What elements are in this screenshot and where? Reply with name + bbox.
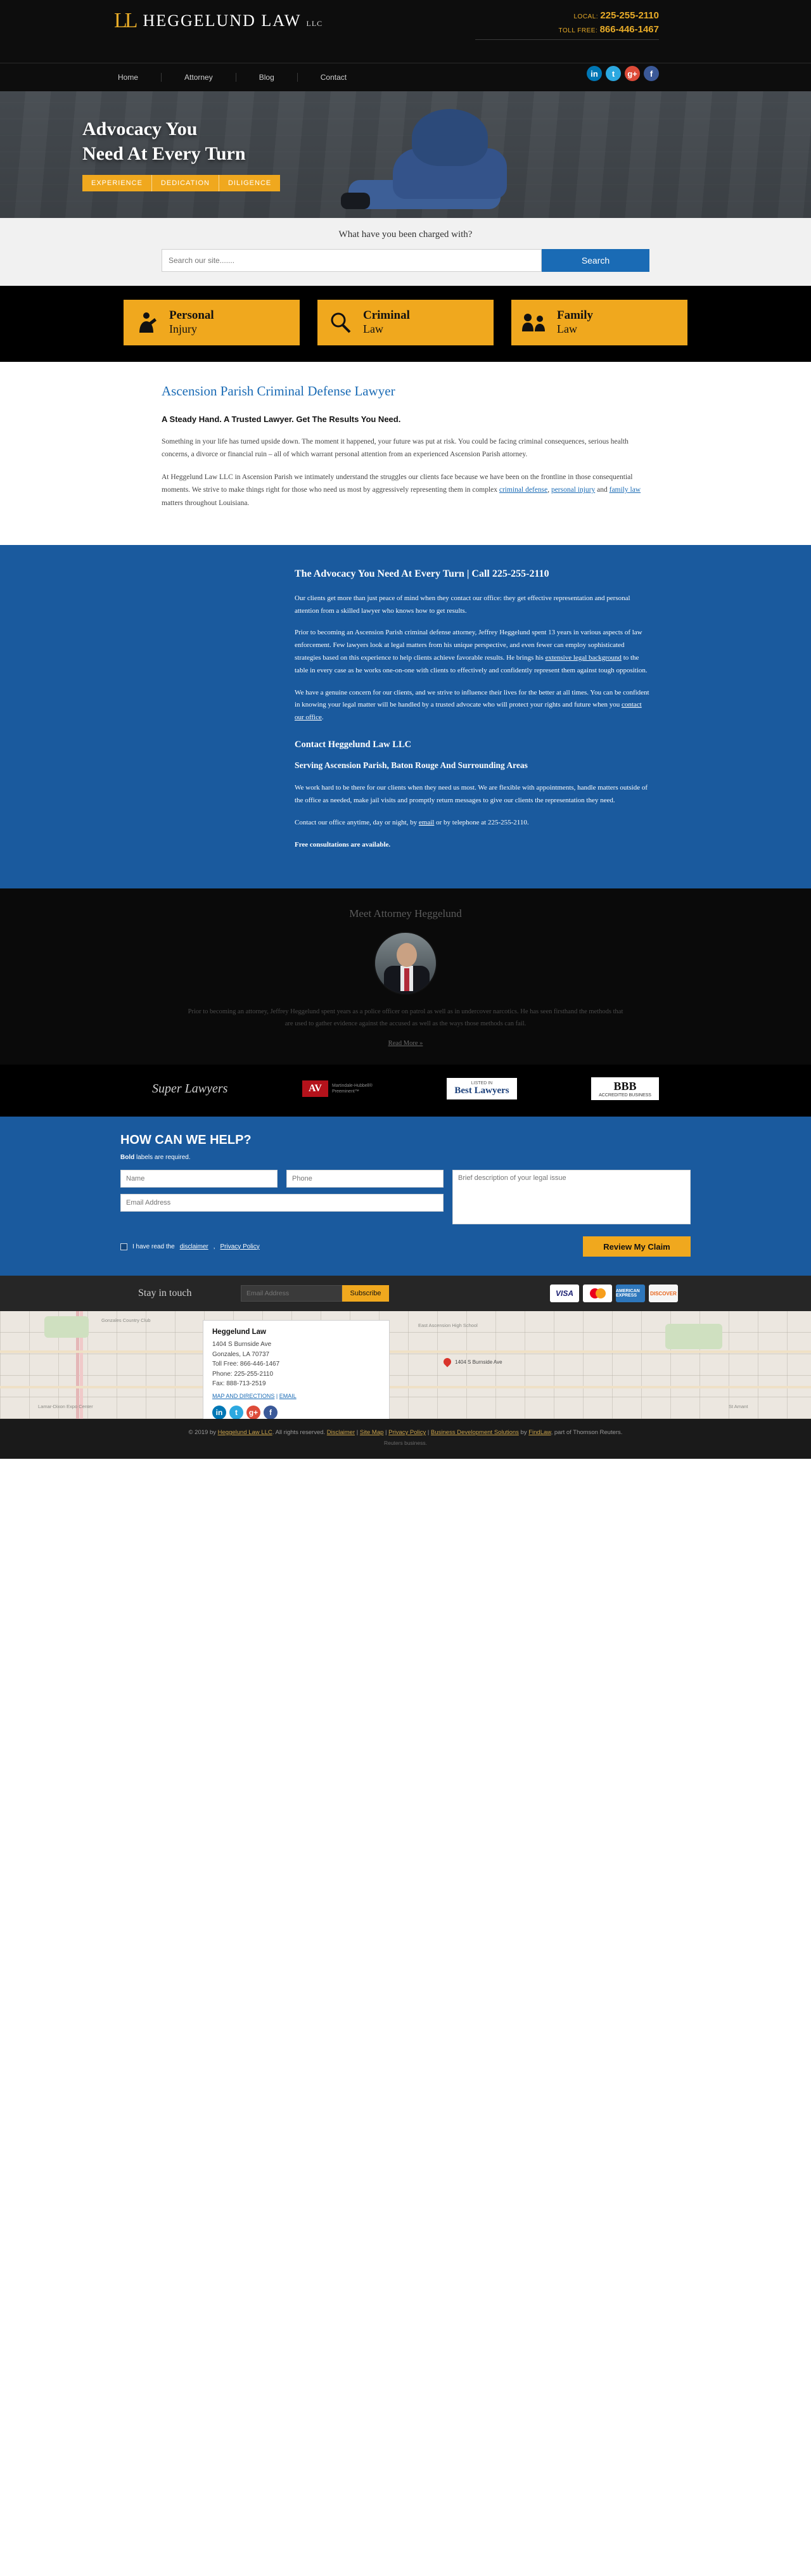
magnifier-icon bbox=[326, 309, 354, 336]
office-link-sep: | bbox=[274, 1392, 279, 1399]
map-road bbox=[0, 1350, 811, 1353]
footer-link-site-map[interactable]: Site Map bbox=[359, 1429, 384, 1437]
av-rating-mark: AV bbox=[302, 1080, 328, 1097]
amex-icon: AMERICAN EXPRESS bbox=[616, 1285, 645, 1302]
advocacy-p2-a: Prior to becoming an Ascension Parish criminal defense attorney, Jeffrey Heggelund spent 13 years in various aspects of law enforcement. Few lawyers look at legal matters from his unique perspective, and even fewer can employ sophisticated strategies based on this experience to help clients achieve favorable results. He brings his bbox=[295, 629, 642, 662]
bbb-icon: BBB bbox=[613, 1080, 637, 1093]
footer-sep-1: | bbox=[355, 1429, 360, 1437]
free-consultation-note: Free consultations are available. bbox=[295, 840, 391, 849]
consent-checkbox[interactable] bbox=[120, 1243, 127, 1250]
nav-item-blog[interactable]: Blog bbox=[236, 73, 298, 82]
hero-value-badges bbox=[82, 175, 280, 191]
intro-p2-sep2: and bbox=[595, 486, 610, 494]
map-note: East Ascension High School bbox=[418, 1323, 478, 1329]
local-label: LOCAL: bbox=[573, 13, 599, 20]
brand-name: HEGGELUND LAW bbox=[143, 11, 301, 30]
office-links bbox=[212, 1393, 380, 1399]
form-required-rest: labels are required. bbox=[134, 1154, 191, 1162]
nav-item-home[interactable]: Home bbox=[95, 73, 162, 82]
family-icon bbox=[520, 309, 548, 336]
payment-cards bbox=[550, 1285, 691, 1302]
link-personal-injury[interactable]: personal injury bbox=[551, 486, 596, 494]
bbb-caption: ACCREDITED BUSINESS bbox=[599, 1093, 651, 1098]
form-required-bold: Bold bbox=[120, 1154, 135, 1162]
hero-headline-line2: Need At Every Turn bbox=[82, 143, 246, 164]
advocacy-p2-b: to the table in every case as he works one-on-one with clients to effectively and confidently represent them against tough opposition. bbox=[295, 654, 648, 674]
visa-icon: VISA bbox=[550, 1285, 579, 1302]
subscribe-title: Stay in touch bbox=[138, 1288, 192, 1299]
hero-badge-experience: EXPERIENCE bbox=[82, 175, 152, 191]
footer-copy-b: . All rights reserved. bbox=[272, 1429, 327, 1437]
map-note: Lamar-Dixon Expo Center bbox=[38, 1404, 93, 1410]
search-prompt: What have you been charged with? bbox=[338, 229, 473, 240]
page-title: Ascension Parish Criminal Defense Lawyer bbox=[162, 383, 395, 399]
hero-badge-diligence: DILIGENCE bbox=[227, 179, 272, 187]
search-input[interactable] bbox=[162, 249, 542, 272]
subscribe-section bbox=[0, 1276, 811, 1311]
office-email-link[interactable]: EMAIL bbox=[279, 1392, 297, 1399]
map-pin-label: 1404 S Burnside Ave bbox=[455, 1359, 502, 1366]
footer-by: by bbox=[518, 1429, 529, 1437]
practice-tile-criminal-law[interactable] bbox=[317, 300, 494, 345]
tollfree-label: TOLL FREE: bbox=[558, 27, 598, 34]
practice-tile-family-law[interactable] bbox=[511, 300, 687, 345]
email-field[interactable] bbox=[120, 1194, 444, 1212]
practice-tile-subtitle: Injury bbox=[169, 323, 197, 335]
search-button[interactable]: Search bbox=[542, 249, 649, 272]
advocacy-p5-b: or by telephone at 225-255-2110. bbox=[434, 818, 529, 826]
map-note: Gonzales Country Club bbox=[101, 1317, 151, 1324]
contact-form-section bbox=[0, 1117, 811, 1276]
super-lawyers-badge: Super Lawyers bbox=[152, 1081, 228, 1096]
message-field[interactable] bbox=[452, 1170, 691, 1224]
map-pin-icon bbox=[444, 1358, 452, 1369]
office-name: Heggelund Law bbox=[212, 1328, 266, 1336]
header-social-links bbox=[587, 66, 659, 81]
header-phones bbox=[559, 9, 659, 37]
site-header bbox=[0, 0, 811, 63]
map-info-card bbox=[203, 1320, 390, 1419]
linkedin-icon[interactable]: in bbox=[587, 66, 602, 81]
practice-tile-title: Family bbox=[557, 309, 593, 323]
link-criminal-defense[interactable]: criminal defense bbox=[499, 486, 548, 494]
facebook-icon[interactable]: f bbox=[264, 1406, 278, 1419]
practice-tile-subtitle: Law bbox=[557, 323, 577, 335]
facebook-icon[interactable]: f bbox=[644, 66, 659, 81]
logo-monogram-icon: LL bbox=[114, 9, 136, 32]
link-extensive-legal-background[interactable]: extensive legal background bbox=[545, 654, 622, 662]
office-social-links bbox=[212, 1406, 380, 1419]
header-divider bbox=[475, 39, 659, 40]
footer-second-line: Reuters business. bbox=[383, 1440, 428, 1447]
intro-section bbox=[0, 362, 811, 545]
advocacy-paragraph-5 bbox=[295, 817, 649, 830]
hero-banner bbox=[0, 91, 811, 218]
best-lawyers-name: Best Lawyers bbox=[454, 1086, 509, 1096]
best-lawyers-badge bbox=[447, 1078, 516, 1099]
attorney-section bbox=[0, 888, 811, 1065]
twitter-icon[interactable]: t bbox=[606, 66, 621, 81]
nav-item-contact[interactable]: Contact bbox=[320, 73, 347, 82]
name-field[interactable] bbox=[120, 1170, 278, 1188]
discover-icon: DISCOVER bbox=[649, 1285, 678, 1302]
av-rating-badge bbox=[302, 1080, 373, 1097]
form-required-note bbox=[120, 1154, 691, 1161]
practice-tile-subtitle: Law bbox=[363, 323, 383, 335]
advocacy-heading: The Advocacy You Need At Every Turn | Call 225-255-2110 bbox=[295, 568, 549, 579]
logo[interactable] bbox=[114, 10, 322, 32]
intro-paragraph-2 bbox=[162, 471, 649, 509]
map-road bbox=[0, 1386, 811, 1388]
office-phone: Phone: 225-255-2110 bbox=[212, 1370, 274, 1378]
practice-tile-title: Criminal bbox=[363, 309, 410, 323]
footer-vendor-link[interactable]: FindLaw bbox=[528, 1429, 551, 1437]
intro-paragraph-1: Something in your life has turned upside down. The moment it happened, your future was put at risk. You could be facing criminal consequences, serious health concerns, a divorce or financial ruin – all of which warrant personal attention from an experienced Ascension Parish attorney. bbox=[162, 438, 629, 459]
local-phone[interactable]: 225-255-2110 bbox=[600, 10, 659, 21]
serving-heading: Serving Ascension Parish, Baton Rouge And Surrounding Areas bbox=[295, 760, 528, 770]
advocacy-paragraph-1: Our clients get more than just peace of mind when they contact our office: they get effective representation and personal attention from a skilled lawyer who knows how to get results. bbox=[295, 594, 630, 615]
link-family-law[interactable]: family law bbox=[609, 486, 641, 494]
advocacy-p3-a: We have a genuine concern for our clients, and we strive to influence their lives for the better at all times. You can be confident in knowing your legal matter will be handled by a trusted advocate who will protect your rights and future when you bbox=[295, 688, 649, 709]
office-fax: Fax: 888-713-2519 bbox=[212, 1380, 266, 1388]
attorney-bio: Prior to becoming an attorney, Jeffrey Heggelund spent years as a police officer on patrol as well as in undercover narcotics. He has seen firsthand the methods that are used to gather evidence against the accused as well as the ways those methods can fail. bbox=[188, 1008, 623, 1028]
av-caption-1: Martindale-Hubbell® bbox=[331, 1084, 373, 1089]
map-park bbox=[665, 1324, 722, 1349]
personal-injury-icon bbox=[132, 309, 160, 336]
twitter-icon[interactable]: t bbox=[229, 1406, 243, 1419]
hero-person-image bbox=[336, 104, 545, 218]
review-my-claim-button[interactable]: Review My Claim bbox=[583, 1236, 691, 1257]
disclaimer-link[interactable]: disclaimer bbox=[179, 1243, 208, 1250]
hero-badge-dedication: DEDICATION bbox=[152, 175, 219, 191]
main-navigation bbox=[0, 63, 811, 91]
footer-firm-link[interactable]: Heggelund Law LLC bbox=[217, 1429, 272, 1437]
advocacy-p3-b: . bbox=[321, 714, 324, 722]
map-note: St Amant bbox=[729, 1404, 748, 1410]
privacy-policy-link[interactable]: Privacy Policy bbox=[220, 1243, 260, 1250]
office-tollfree: Toll Free: 866-446-1467 bbox=[212, 1361, 280, 1368]
form-heading: HOW CAN WE HELP? bbox=[120, 1133, 252, 1148]
avatar bbox=[374, 932, 437, 995]
consent-label: I have read the bbox=[132, 1243, 175, 1250]
practice-tile-personal-injury[interactable] bbox=[124, 300, 300, 345]
linkedin-icon[interactable]: in bbox=[212, 1406, 226, 1419]
advocacy-paragraph-2 bbox=[295, 627, 649, 677]
awards-section bbox=[0, 1065, 811, 1117]
google-plus-icon[interactable]: g+ bbox=[246, 1406, 260, 1419]
location-map[interactable] bbox=[0, 1311, 811, 1419]
mastercard-icon bbox=[583, 1285, 612, 1302]
footer-link-disclaimer[interactable]: Disclaimer bbox=[326, 1429, 355, 1437]
advocacy-paragraph-3 bbox=[295, 687, 649, 724]
footer-sep-3: | bbox=[426, 1429, 431, 1437]
read-more-link[interactable]: Read More » bbox=[388, 1040, 423, 1048]
advocacy-section bbox=[0, 545, 811, 889]
advocacy-paragraph-4: We work hard to be there for our clients when they need us most. We are flexible with appointments, handle matters outside of the office as needed, make jail visits and promptly return messages to give our clients the representation they need. bbox=[295, 784, 648, 805]
footer-copyright bbox=[0, 1428, 811, 1438]
practice-areas-section bbox=[0, 286, 811, 362]
intro-p2-text-a: At Heggelund Law LLC in Ascension Parish we intimately understand the struggles our clients face because we have been on the frontline in those consequential moments. We strive to make things right for those who need us most by aggressively representing them in complex bbox=[162, 473, 633, 494]
hero-copy bbox=[82, 117, 280, 191]
link-email[interactable]: email bbox=[418, 818, 435, 826]
intro-p2-sep1: , bbox=[547, 486, 551, 494]
attorney-heading: Meet Attorney Heggelund bbox=[349, 907, 462, 920]
nav-item-attorney[interactable]: Attorney bbox=[162, 73, 236, 82]
footer-link-business-development[interactable]: Business Development Solutions bbox=[431, 1429, 519, 1437]
footer-copy-a: © 2019 by bbox=[188, 1429, 218, 1437]
av-caption-2: Preeminent™ bbox=[331, 1089, 359, 1094]
consent-row bbox=[120, 1243, 260, 1250]
map-park bbox=[44, 1316, 89, 1338]
advocacy-p5-a: Contact our office anytime, day or night, by bbox=[295, 818, 419, 826]
intro-subtitle: A Steady Hand. A Trusted Lawyer. Get The Results You Need. bbox=[162, 414, 401, 424]
link-contact-our-office[interactable]: contact our office bbox=[295, 701, 642, 722]
consent-sep: , bbox=[213, 1243, 215, 1250]
footer-link-privacy-policy[interactable]: Privacy Policy bbox=[388, 1429, 426, 1437]
contact-heading: Contact Heggelund Law LLC bbox=[295, 739, 412, 750]
phone-field[interactable] bbox=[286, 1170, 444, 1188]
hero-headline-line1: Advocacy You bbox=[82, 119, 198, 139]
footer-tail: , part of Thomson Reuters. bbox=[551, 1429, 623, 1437]
site-footer bbox=[0, 1419, 811, 1459]
map-directions-link[interactable]: MAP AND DIRECTIONS bbox=[212, 1392, 275, 1399]
bbb-badge bbox=[591, 1077, 659, 1100]
office-address-2: Gonzales, LA 70737 bbox=[212, 1350, 270, 1358]
best-lawyers-top: LISTED IN bbox=[471, 1081, 493, 1086]
site-search-section bbox=[0, 218, 811, 286]
brand-suffix: LLC bbox=[306, 19, 323, 28]
subscribe-email-input[interactable] bbox=[241, 1285, 342, 1302]
practice-tile-title: Personal bbox=[169, 309, 214, 323]
subscribe-button[interactable]: Subscribe bbox=[342, 1285, 389, 1302]
intro-p2-text-b: matters throughout Louisiana. bbox=[162, 499, 250, 507]
tollfree-phone[interactable]: 866-446-1467 bbox=[599, 23, 659, 35]
google-plus-icon[interactable]: g+ bbox=[625, 66, 640, 81]
office-address-1: 1404 S Burnside Ave bbox=[212, 1341, 272, 1349]
footer-sep-2: | bbox=[383, 1429, 389, 1437]
